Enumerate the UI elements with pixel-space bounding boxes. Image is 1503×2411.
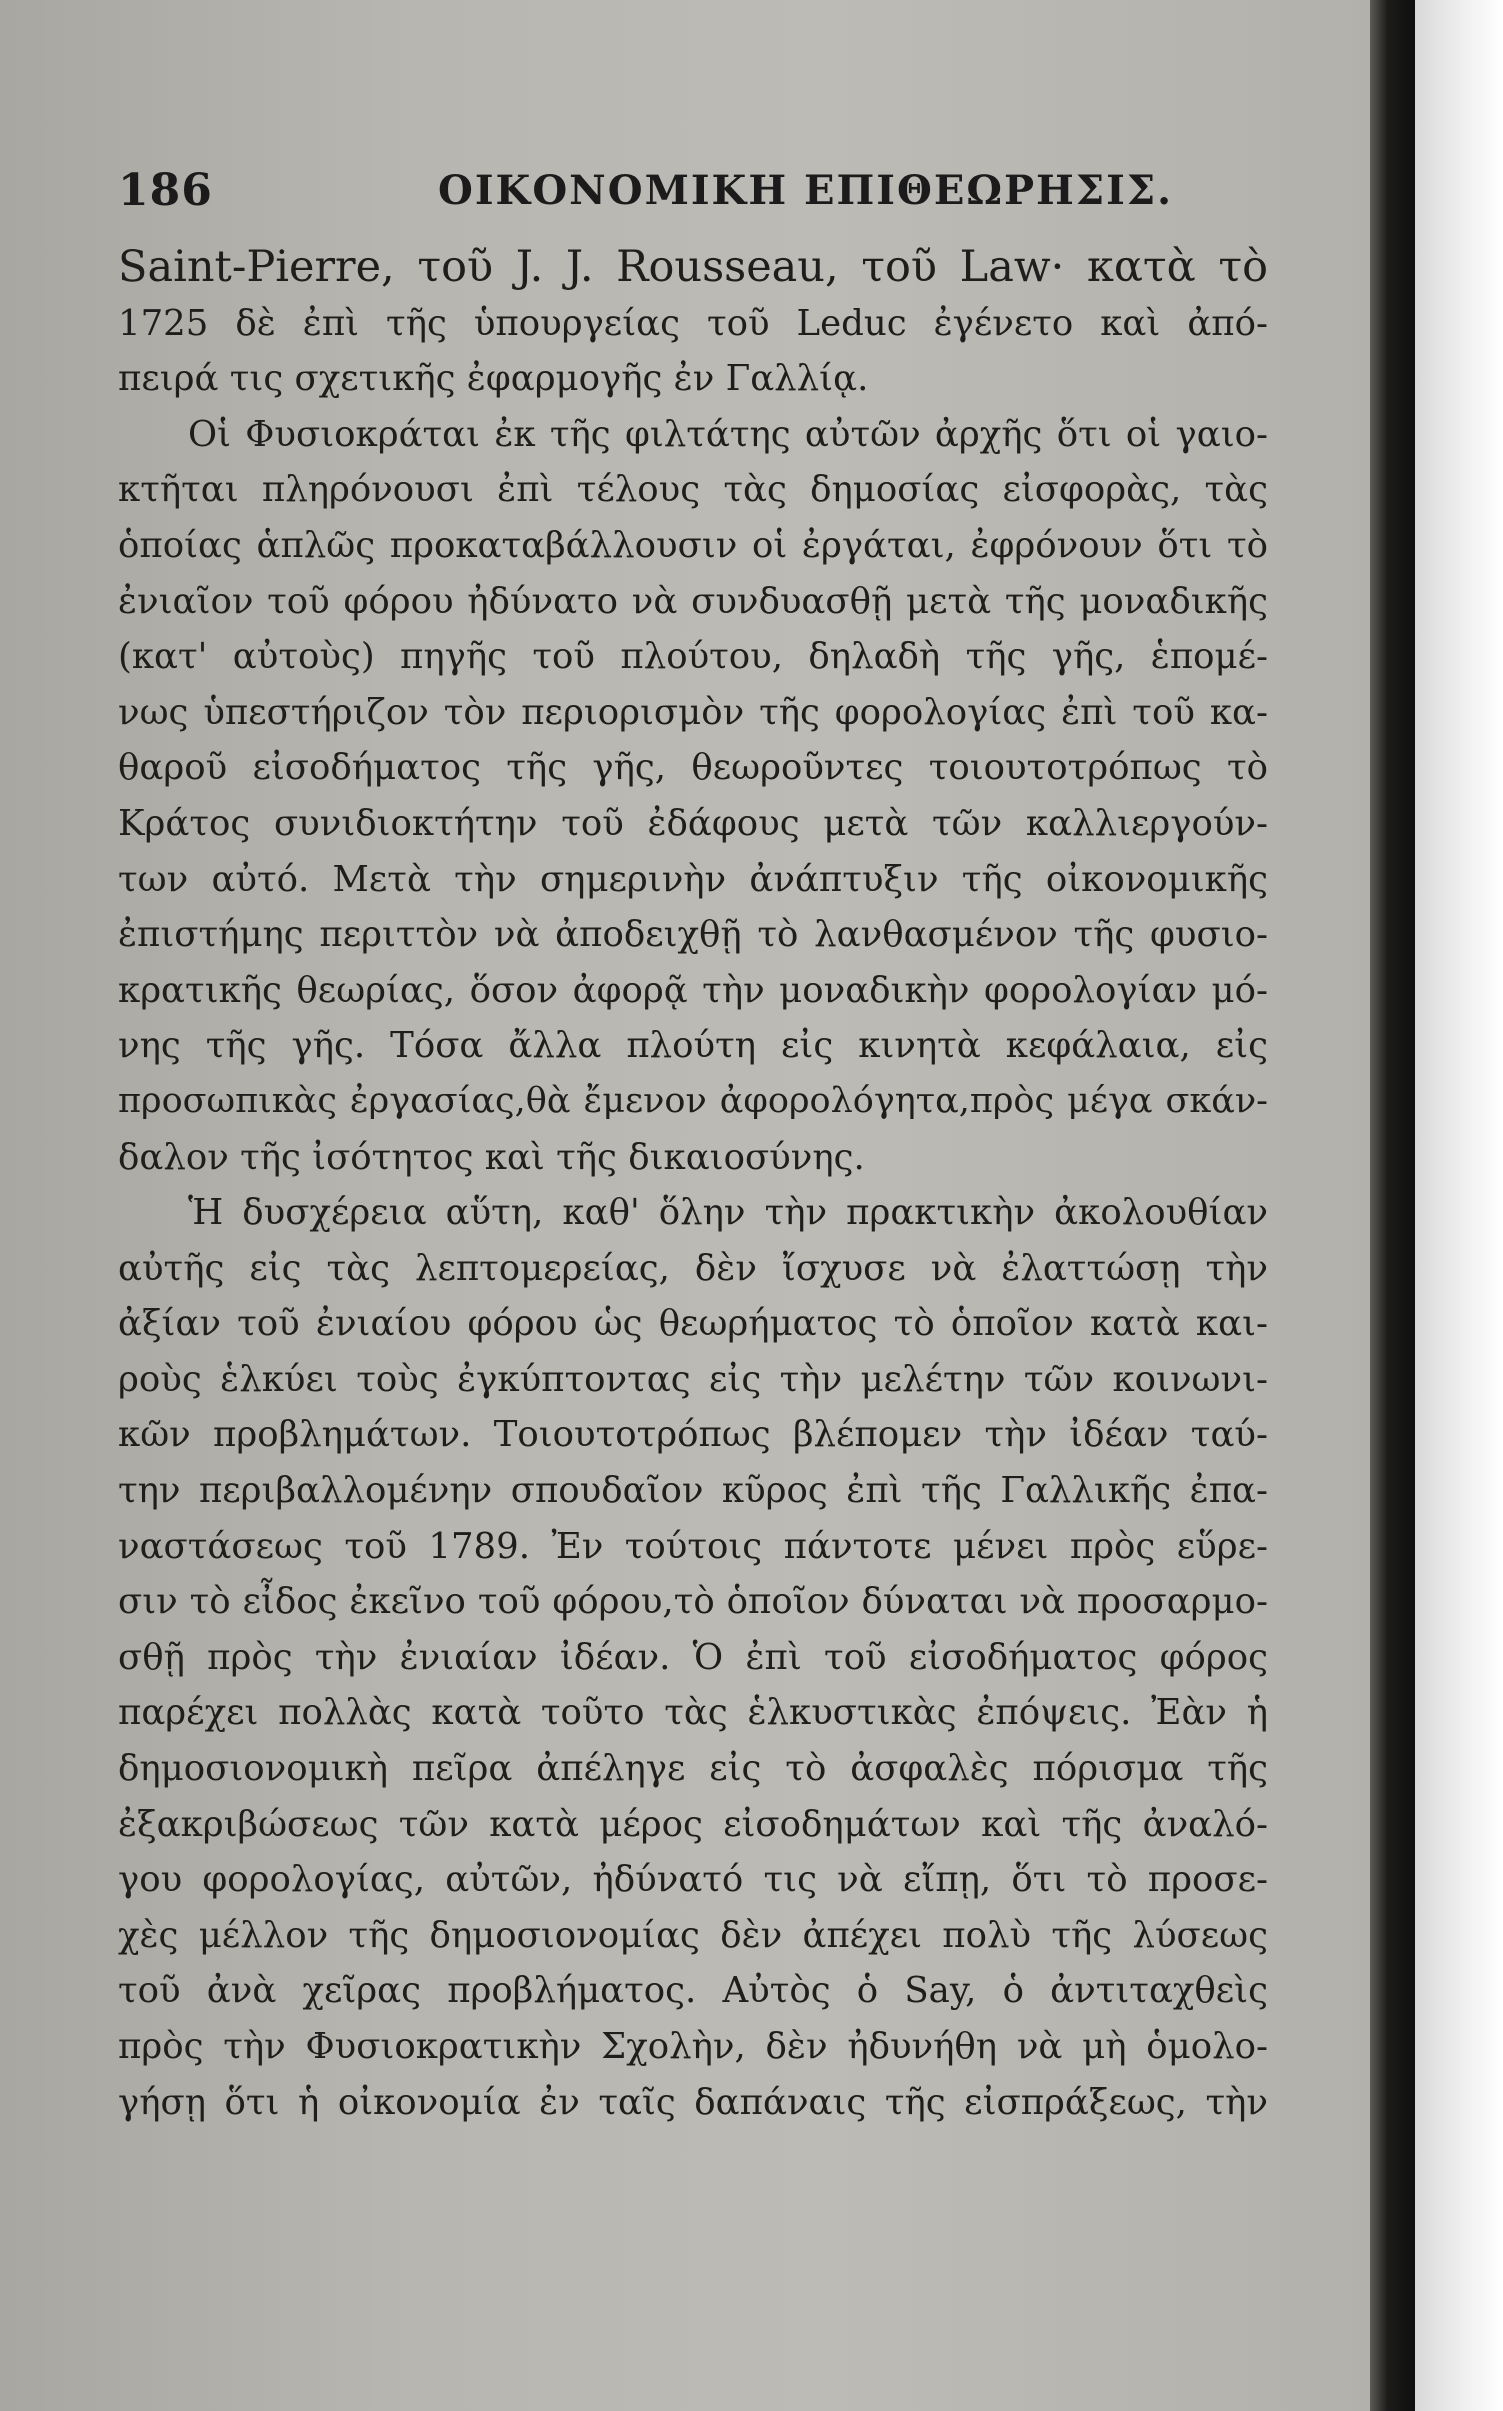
text-line: ἀξίαν τοῦ ἐνιαίου φόρου ὡς θεωρήματος τὸ ὁποῖον κατὰ και- (118, 1303, 1268, 1345)
text-line: ροὺς ἑλκύει τοὺς ἐγκύπτοντας εἰς τὴν μελέτην τῶν κοινωνι- (118, 1358, 1268, 1400)
text-line: πρὸς τὴν Φυσιοκρατικὴν Σχολὴν, δὲν ἠδυνήθη νὰ μὴ ὁμολο- (118, 2026, 1268, 2067)
text-line: Οἱ Φυσιοκράται ἐκ τῆς φιλτάτης αὐτῶν ἀρχῆς ὅτι οἱ γαιο- (188, 413, 1268, 455)
text-line: σθῇ πρὸς τὴν ἐνιαίαν ἰδέαν. Ὁ ἐπὶ τοῦ εἰσοδήματος φόρος (118, 1636, 1268, 1678)
text-line: θαροῦ εἰσοδήματος τῆς γῆς, θεωροῦντες τοιουτοτρόπως τὸ (118, 747, 1268, 789)
page-number: 186 (118, 165, 213, 216)
text-line: κτῆται πληρόνουσι ἐπὶ τέλους τὰς δημοσίας εἰσφορὰς, τὰς (118, 469, 1268, 511)
text-line: ἐξακριβώσεως τῶν κατὰ μέρος εἰσοδημάτων καὶ τῆς ἀναλό- (118, 1803, 1268, 1845)
text-line: νης τῆς γῆς. Τόσα ἄλλα πλούτη εἰς κινητὰ κεφάλαια, εἰς (118, 1025, 1268, 1067)
text-line: πειρά τις σχετικῆς ἐφαρμογῆς ἐν Γαλλίᾳ. (118, 358, 869, 400)
text-line: γου φορολογίας, αὐτῶν, ἠδύνατό τις νὰ εἴπῃ, ὅτι τὸ προσε- (118, 1859, 1268, 1901)
text-line: αὐτῆς εἰς τὰς λεπτομερείας, δὲν ἴσχυσε νὰ ἐλαττώσῃ τὴν (118, 1247, 1268, 1289)
text-line: Saint-Pierre, τοῦ J. J. Rousseau, τοῦ Law· κατὰ τὸ (118, 242, 1268, 292)
page-edge (1415, 0, 1503, 2411)
text-line: κῶν προβλημάτων. Τοιουτοτρόπως βλέπομεν τὴν ἰδέαν ταύ- (118, 1414, 1268, 1456)
text-line: ναστάσεως τοῦ 1789. Ἐν τούτοις πάντοτε μένει πρὸς εὕρε- (118, 1525, 1268, 1567)
text-line: 1725 δὲ ἐπὶ τῆς ὑπουργείας τοῦ Leduc ἐγένετο καὶ ἀπό- (118, 302, 1268, 344)
text-line: των αὐτό. Μετὰ τὴν σημερινὴν ἀνάπτυξιν τῆς οἰκονομικῆς (118, 858, 1268, 900)
text-line: προσωπικὰς ἐργασίας,θὰ ἔμενον ἀφορολόγητα,πρὸς μέγα σκάν- (118, 1080, 1268, 1121)
text-line: ὁποίας ἁπλῶς προκαταβάλλουσιν οἱ ἐργάται, ἐφρόνουν ὅτι τὸ (118, 524, 1268, 566)
text-line: παρέχει πολλὰς κατὰ τοῦτο τὰς ἑλκυστικὰς ἐπόψεις. Ἐὰν ἡ (118, 1692, 1268, 1734)
text-line: ἐπιστήμης περιττὸν νὰ ἀποδειχθῇ τὸ λανθασμένον τῆς φυσιο- (118, 914, 1268, 956)
running-title: ΟΙΚΟΝΟΜΙΚΗ ΕΠΙΘΕΩΡΗΣΙΣ. (438, 167, 1174, 214)
text-line: νως ὑπεστήριζον τὸν περιορισμὸν τῆς φορολογίας ἐπὶ τοῦ κα- (118, 691, 1268, 733)
text-line: Κράτος συνιδιοκτήτην τοῦ ἐδάφους μετὰ τῶν καλλιεργούν- (118, 802, 1268, 844)
text-line: δημοσιονομικὴ πεῖρα ἀπέληγε εἰς τὸ ἀσφαλὲς πόρισμα τῆς (118, 1748, 1268, 1790)
text-line: γήσῃ ὅτι ἡ οἰκονομία ἐν ταῖς δαπάναις τῆς εἰσπράξεως, τὴν (118, 2081, 1268, 2123)
text-line: (κατ' αὐτοὺς) πηγῆς τοῦ πλούτου, δηλαδὴ τῆς γῆς, ἑπομέ- (118, 636, 1268, 678)
book-spine-shadow (1370, 0, 1415, 2411)
text-line: Ἡ δυσχέρεια αὕτη, καθ' ὅλην τὴν πρακτικὴν ἀκολουθίαν (188, 1192, 1268, 1234)
text-line: τοῦ ἀνὰ χεῖρας προβλήματος. Αὐτὸς ὁ Say, ὁ ἀντιταχθεὶς (118, 1970, 1268, 2012)
text-line: δαλον τῆς ἰσότητος καὶ τῆς δικαιοσύνης. (118, 1136, 865, 1178)
body-text (118, 240, 1268, 2130)
text-line: ἐνιαῖον τοῦ φόρου ἠδύνατο νὰ συνδυασθῇ μετὰ τῆς μοναδικῆς (118, 580, 1268, 622)
text-line: σιν τὸ εἶδος ἐκεῖνο τοῦ φόρου,τὸ ὁποῖον δύναται νὰ προσαρμο- (118, 1581, 1268, 1623)
text-line: κρατικῆς θεωρίας, ὅσον ἀφορᾷ τὴν μοναδικὴν φορολογίαν μό- (118, 969, 1268, 1011)
text-line: την περιβαλλομένην σπουδαῖον κῦρος ἐπὶ τῆς Γαλλικῆς ἐπα- (118, 1470, 1268, 1512)
page-header (118, 165, 1268, 225)
text-line: χὲς μέλλον τῆς δημοσιονομίας δὲν ἀπέχει πολὺ τῆς λύσεως (118, 1914, 1268, 1956)
